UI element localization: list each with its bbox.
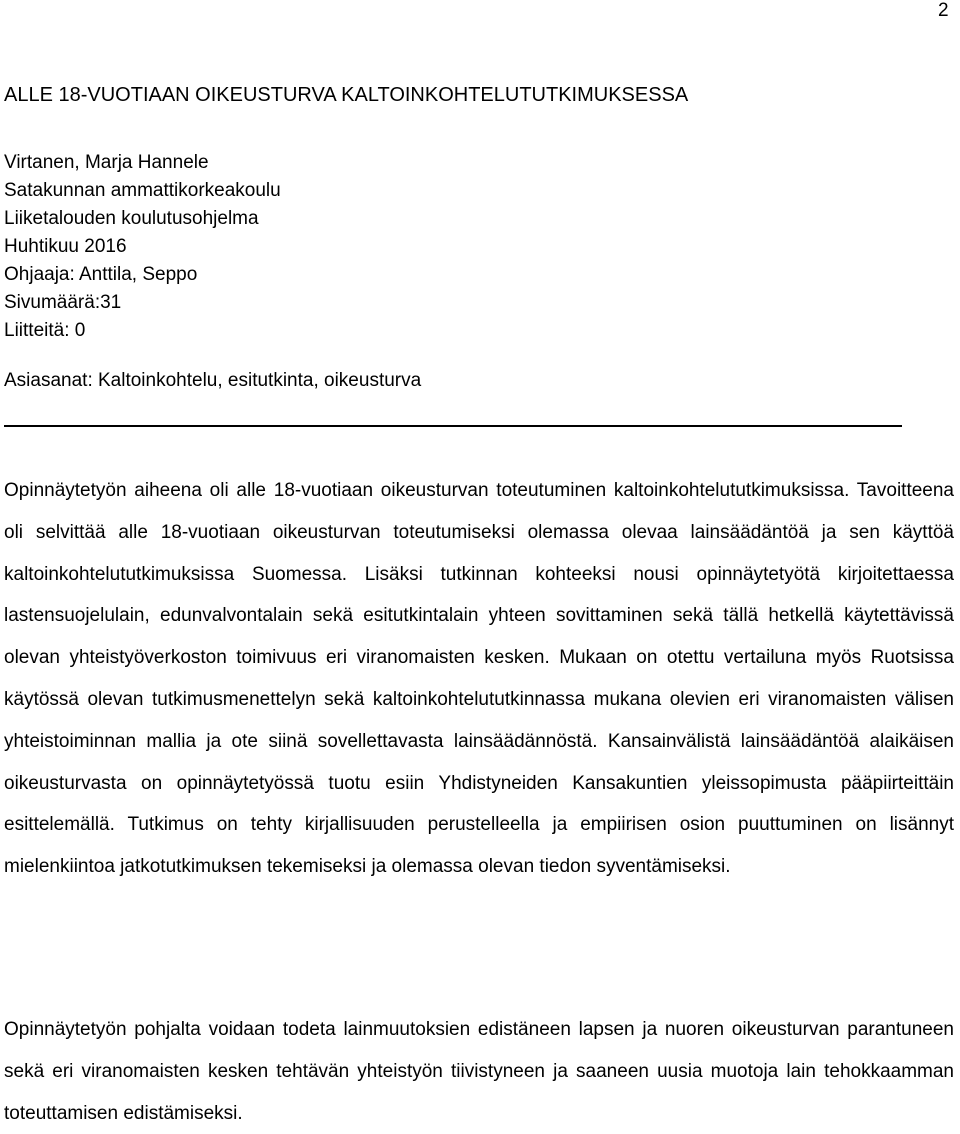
author: Virtanen, Marja Hannele (4, 152, 209, 173)
divider (4, 425, 902, 427)
degree-program: Liiketalouden koulutusohjelma (4, 208, 259, 229)
abstract-paragraph-2: Opinnäytetyön pohjalta voidaan todeta lainmuutoksien edistäneen lapsen ja nuoren oikeusturvan parantuneen sekä eri viranomaisten kesken tehtävän yhteistyön tiivistyneen ja saaneen uusia muotoja lain tehokkaamman toteuttamisen edistämiseksi. (4, 1019, 954, 1124)
document-title: ALLE 18-VUOTIAAN OIKEUSTURVA KALTOINKOHTELUTUTKIMUKSESSA (4, 84, 689, 106)
supervisor: Ohjaaja: Anttila, Seppo (4, 264, 198, 285)
metadata-list (4, 149, 281, 345)
keywords: Asiasanat: Kaltoinkohtelu, esitutkinta, oikeusturva (4, 370, 422, 391)
abstract-paragraph-1: Opinnäytetyön aiheena oli alle 18-vuotiaan oikeusturvan toteutuminen kaltoinkohtelututkimuksissa. Tavoitteena oli selvittää alle 18-vuotiaan oikeusturvan toteutumiseksi olemassa olevaa lainsäädäntöä ja sen käyttöä kaltoinkohtelututkimuksissa Suomessa. Lisäksi tutkinnan kohteeksi nousi opinnäytetyötä kirjoitettaessa lastensuojelulain, edunvalvontalain sekä esitutkintalain yhteen sovittaminen sekä tällä hetkellä käytettävissä olevan yhteistyöverkoston toimivuus eri viranomaisten kesken. Mukaan on otettu vertailuna myös Ruotsissa käytössä olevan tutkimusmenettelyn sekä kaltoinkohtelututkinnassa mukana olevien eri viranomaisten välisen yhteistoiminnan mallia ja ote siinä sovellettavasta lainsäädännöstä. Kansainvälistä lainsäädäntöä alaikäisen oikeusturvasta on opinnäytetyössä tuotu esiin Yhdistyneiden Kansakuntien yleissopimusta pääpiirteittäin esittelemällä. Tutkimus on tehty kirjallisuuden perustelleella ja empiirisen osion puuttuminen on lisännyt mielenkiintoa jatkotutkimuksen tekemiseksi ja olemassa olevan tiedon syventämiseksi. (4, 480, 954, 878)
attachment-count: Liitteitä: 0 (4, 320, 86, 341)
institution: Satakunnan ammattikorkeakoulu (4, 180, 281, 201)
publication-date: Huhtikuu 2016 (4, 236, 127, 257)
page-count: Sivumäärä:31 (4, 292, 122, 313)
page-number: 2 (938, 0, 949, 21)
